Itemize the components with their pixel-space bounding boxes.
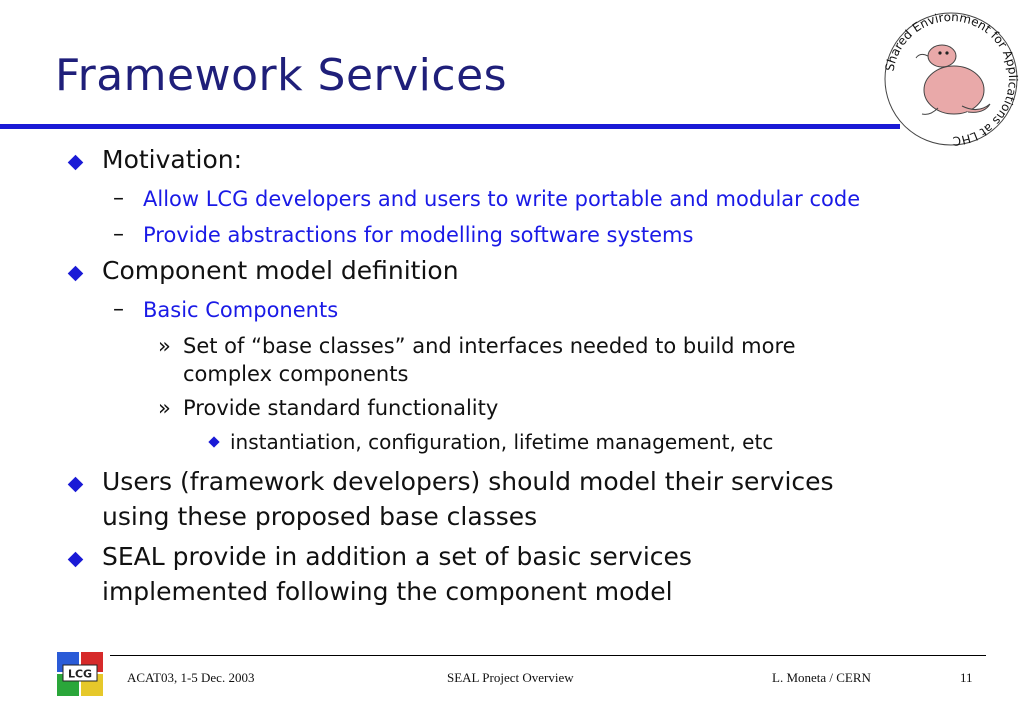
bullet-diamond	[68, 477, 84, 493]
item-lifetime-management: instantiation, configuration, lifetime management, etc	[230, 430, 774, 454]
bullet-seal-line2: implemented following the component model	[102, 577, 673, 606]
footer-page-number: 11	[960, 670, 973, 685]
sub-bullet-portable-code: Allow LCG developers and users to write portable and modular code	[143, 187, 861, 211]
bullet-motivation: Motivation:	[102, 145, 243, 174]
dash-marker: –	[113, 297, 124, 322]
footer-rule	[110, 655, 986, 656]
footer-author: L. Moneta / CERN	[772, 670, 871, 685]
footer-event: ACAT03, 1-5 Dec. 2003	[127, 670, 255, 685]
title-underline	[0, 124, 900, 129]
raquo-marker: »	[158, 334, 171, 358]
lcg-logo	[55, 650, 105, 698]
bullet-diamond	[68, 155, 84, 171]
bullet-users-line1: Users (framework developers) should model their services	[102, 467, 834, 496]
item-standard-functionality: Provide standard functionality	[183, 396, 499, 420]
raquo-marker: »	[158, 396, 171, 420]
slide-title: Framework Services	[55, 50, 508, 101]
bullet-diamond	[68, 266, 84, 282]
bullet-users-line2: using these proposed base classes	[102, 502, 538, 531]
lcg-label: LCG	[67, 667, 93, 681]
seal-logo	[880, 8, 1022, 150]
bullet-seal-line1: SEAL provide in addition a set of basic services	[102, 542, 692, 571]
small-diamond	[208, 436, 219, 447]
logo-ring-text: Shared Environment for Applications at LHC	[882, 9, 1021, 149]
sub-bullet-abstractions: Provide abstractions for modelling software systems	[143, 223, 694, 247]
bullet-diamond	[68, 552, 84, 568]
dash-marker: –	[113, 186, 124, 211]
seal-icon	[916, 45, 990, 114]
item-base-classes-line2: complex components	[183, 362, 409, 386]
bullet-component-model: Component model definition	[102, 256, 459, 285]
sub-bullet-basic-components: Basic Components	[143, 298, 339, 322]
footer-title: SEAL Project Overview	[447, 670, 574, 685]
dash-marker: –	[113, 222, 124, 247]
item-base-classes-line1: Set of “base classes” and interfaces needed to build more	[183, 334, 796, 358]
